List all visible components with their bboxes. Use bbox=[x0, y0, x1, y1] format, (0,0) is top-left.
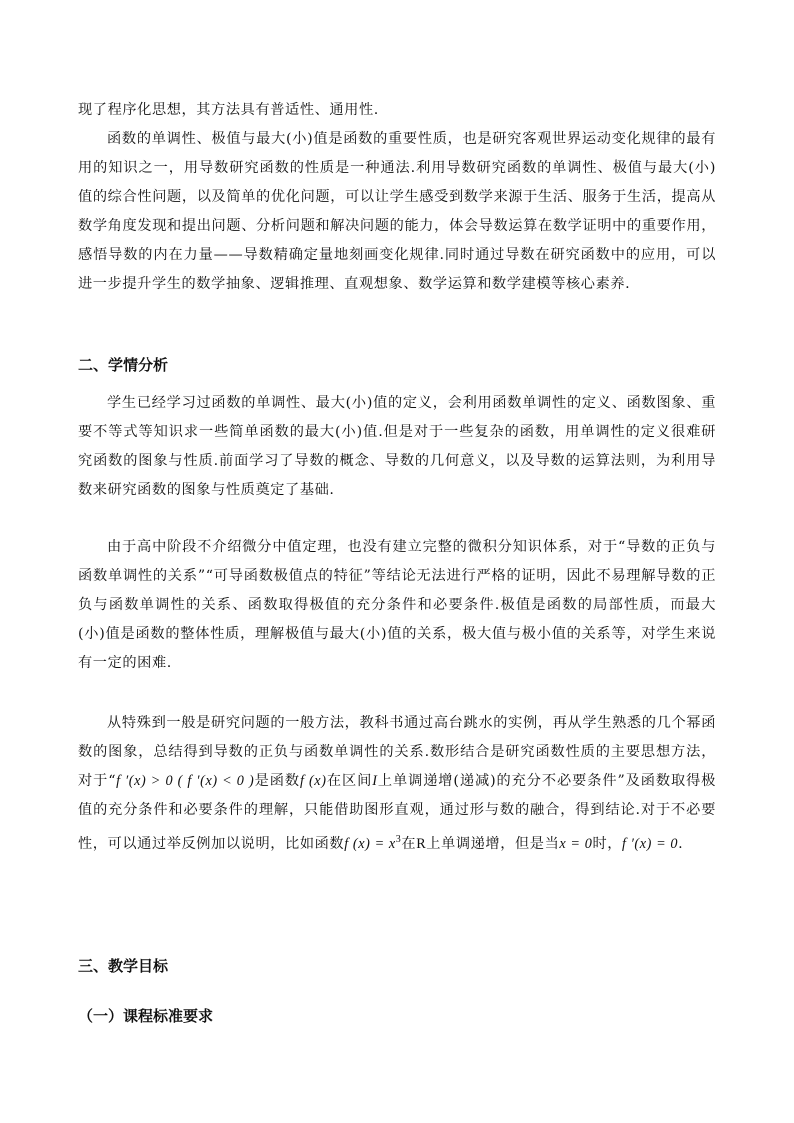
paragraph-prior-knowledge: 学生已经学习过函数的单调性、最大(小)值的定义，会利用函数单调性的定义、函数图象、重要不等式等知识求一些简单函数的最大(小)值.但是对于一些复杂的函数，用单调性的定义很难研究函数的图象与性质.前面学习了导数的概念、导数的几何意义，以及导数的运算法则，为利用导数来研究函数的图象与性质奠定了基础. bbox=[78, 395, 716, 498]
paragraph-difficulties: 由于高中阶段不介绍微分中值定理，也没有建立完整的微积分知识体系，对于“导数的正负与函数单调性的关系”“可导函数极值点的特征”等结论无法进行严格的证明，因此不易理解导数的正负与函数单调性的关系、函数取得极值的充分条件和必要条件.极值是函数的局部性质，而最大(小)值是函数的整体性质，理解极值与最大(小)值的关系，极大值与极小值的关系等，对学生来说有一定的困难. bbox=[78, 539, 716, 671]
paragraph-teaching-method bbox=[78, 709, 716, 859]
math-interval-i: I bbox=[372, 773, 378, 789]
paragraph-text: . bbox=[678, 836, 684, 852]
paragraph-text: 上单调递增，但是当 bbox=[426, 836, 560, 852]
paragraph-text: 在 bbox=[401, 836, 417, 852]
paragraph-intro-tail: 现了程序化思想，其方法具有普适性、通用性. bbox=[78, 102, 379, 118]
subsection-heading-curriculum-standards: （一）课程标准要求 bbox=[78, 1007, 214, 1025]
paragraph-text: 从特殊到一般是研究问题的一般方法，教科书通过高台跳水的实例，再从学生熟悉的几个幂函数的图象，总结得到导数的正负与函数单调性的关系.数形结合是研究函数性质的主要思想方法，对于“ bbox=[78, 715, 716, 789]
paragraph-text: 是函数 bbox=[254, 773, 300, 789]
section-heading-learning-analysis: 二、学情分析 bbox=[78, 356, 169, 374]
math-cubic-base: f (x) = x bbox=[344, 836, 396, 852]
paragraph-text: 时， bbox=[592, 836, 623, 852]
math-cubic-function bbox=[344, 836, 401, 852]
paragraph-text: 上单调递增(递减)的充分不必要条件”及函数取得极值的充分条件和必要条件的理解，只能借助图形直观，通过形与数的融合，得到结论.对于不必要性，可以通过举反例加以说明，比如函数 bbox=[78, 773, 716, 852]
paragraph-function-properties: 函数的单调性、极值与最大(小)值是函数的重要性质，也是研究客观世界运动变化规律的最有用的知识之一，用导数研究函数的性质是一种通法.利用导数研究函数的单调性、极值与最大(小)值的综合性问题，以及简单的优化问题，可以让学生感受到数学来源于生活、服务于生活，提高从数学角度发现和提出问题、分析问题和解决问题的能力，体会导数运算在数学证明中的重要作用，感悟导数的内在力量——导数精确定量地刻画变化规律.同时通过导数在研究函数中的应用，可以进一步提升学生的数学抽象、逻辑推理、直观想象、数学运算和数学建模等核心素养. bbox=[78, 131, 716, 292]
math-function-f: f (x) bbox=[299, 773, 327, 789]
paragraph-text: 在区间 bbox=[326, 773, 373, 789]
math-derivative-condition: f ′(x) > 0 ( f ′(x) < 0 ) bbox=[116, 773, 255, 789]
math-x-equals-zero: x = 0 bbox=[559, 836, 593, 852]
section-heading-teaching-objectives: 三、教学目标 bbox=[78, 957, 169, 975]
math-derivative-zero: f ′(x) = 0 bbox=[622, 836, 679, 852]
math-exponent: 3 bbox=[395, 834, 402, 845]
math-reals: R bbox=[416, 836, 427, 852]
